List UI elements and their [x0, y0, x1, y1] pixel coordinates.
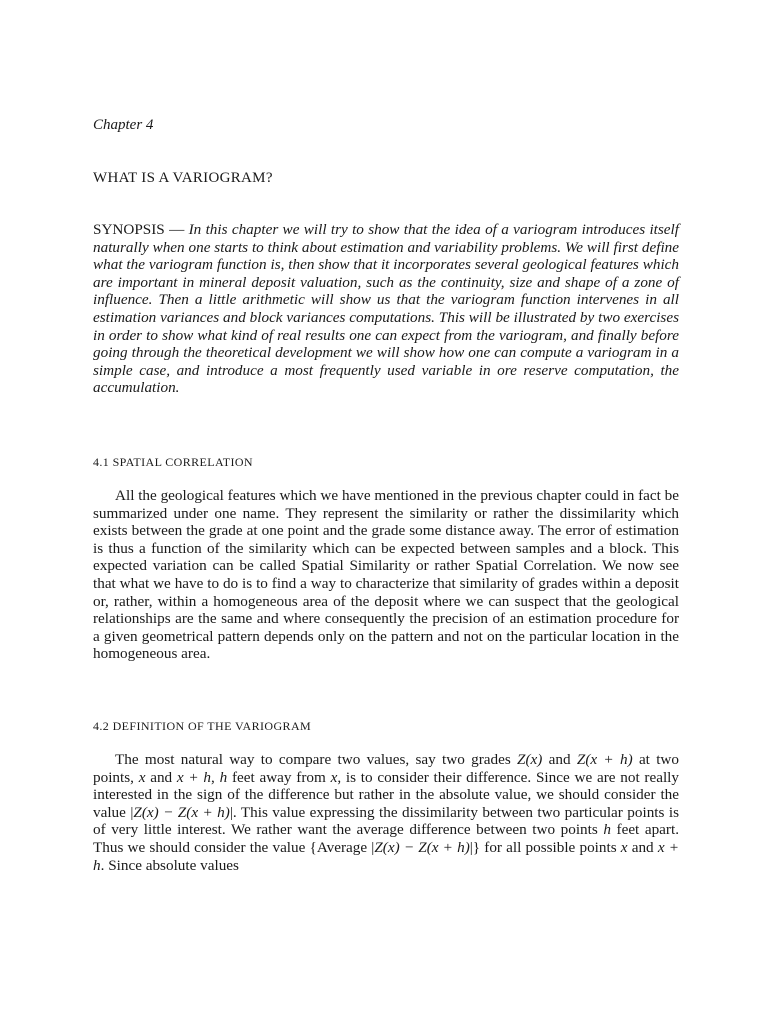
text-run: and — [542, 751, 577, 768]
math-term: Z(x) − Z(x + h) — [374, 838, 470, 856]
math-term: x — [330, 768, 338, 786]
text-run: and — [627, 838, 658, 856]
math-term: Z(x) — [517, 751, 543, 768]
text-run: feet apart. Thus we should consider the value {Average | — [93, 821, 679, 856]
chapter-label: Chapter 4 — [93, 117, 154, 133]
math-term: Z(x + h) — [576, 751, 633, 768]
section-paragraph-spatial-correlation: All the geological features which we have mentioned in the previous chapter could in fact be summarized under one name. They represent the similarity or rather the dissimilarity which exists between the grade at one point and the grade some distance away. The error of estimation is thus a function of the similarity which can be expected between samples and a block. This expected variation can be called Spatial Similarity or rather Spatial Correlation. We now see that what we have to do is to find a way to characterize that similarity of grades within a deposit or, rather, within a homogeneous area of the deposit where we can suspect that the geological relationships are the same and where consequently the precision of an estimation procedure for a given geometrical pattern depends only on the pattern and not on the particular location in the homogeneous area. — [93, 487, 679, 663]
math-term: h — [603, 821, 611, 839]
text-run: , is to consider their difference. Since we are not really interested in the sign of the difference but rather in the absolute value, we should consider the value | — [93, 768, 679, 821]
math-term: x — [620, 838, 628, 856]
synopsis-lead: SYNOPSIS — — [93, 221, 189, 238]
text-run: , — [211, 768, 220, 786]
text-run: |. This value expressing the dissimilarity between two particular points is of very little interest. We rather want the average difference between two points — [93, 803, 679, 839]
synopsis-paragraph — [93, 221, 679, 397]
section-paragraph-variogram-definition — [93, 751, 679, 874]
section-heading-spatial-correlation: 4.1 SPATIAL CORRELATION — [93, 455, 253, 469]
math-term: h — [219, 768, 228, 786]
math-term: x + h — [176, 768, 212, 786]
math-term: x — [138, 768, 146, 786]
text-run: and — [145, 768, 177, 786]
synopsis-body: In this chapter we will try to show that the idea of a variogram introduces itself naturally when one starts to think about estimation and variability problems. We will first define what the variogram function is, then show that it incorporates several geological features which are important in mineral deposit valuation, such as the continuity, size and shape of a zone of influence. Then a little arithmetic will show us that the variogram function intervenes in all estimation variances and block variances computations. This will be illustrated by two exercises in order to show what kind of real results one can expect from the variogram, and finally before going through the theoretical development we will show how one can compute a variogram in a simple case, and introduce a most frequently used variable in ore reserve computation, the accumulation. — [93, 221, 679, 397]
math-term: Z(x) − Z(x + h) — [133, 803, 230, 821]
text-run: at two points, — [93, 751, 679, 786]
text-run: feet away from — [227, 768, 331, 786]
section-heading-variogram-definition: 4.2 DEFINITION OF THE VARIOGRAM — [93, 719, 312, 733]
text-run: |} for all possible points — [469, 838, 621, 856]
math-term: x + h — [93, 838, 679, 874]
chapter-title: WHAT IS A VARIOGRAM? — [93, 170, 273, 186]
text-run: . Since absolute values — [100, 856, 239, 874]
text-run: The most natural way to compare two values, say two grades — [115, 751, 518, 768]
